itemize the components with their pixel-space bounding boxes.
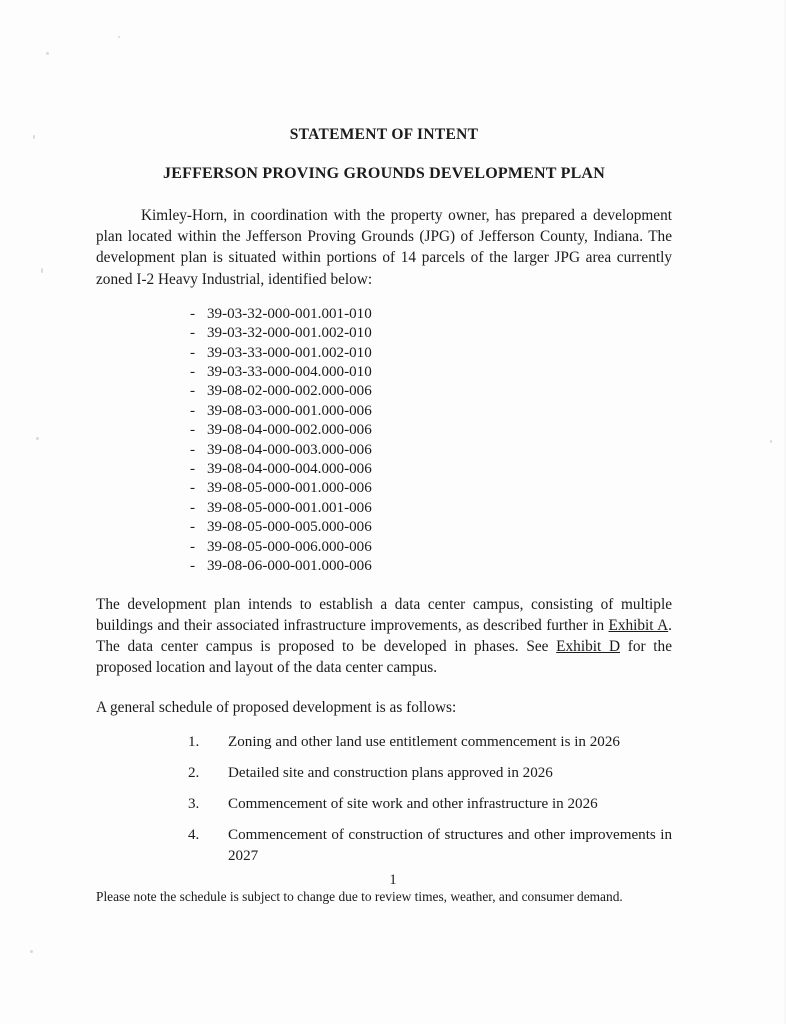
dash-bullet-icon: - xyxy=(190,402,196,419)
list-item xyxy=(96,518,672,537)
list-item xyxy=(96,363,672,382)
list-item-text: Commencement of construction of structures and other improvements in 2027 xyxy=(228,826,672,864)
dash-bullet-icon: - xyxy=(190,344,196,361)
list-item xyxy=(96,305,672,324)
development-paragraph xyxy=(96,594,672,679)
scan-speck xyxy=(46,52,49,55)
parcel-number: 39-08-05-000-001.001-006 xyxy=(207,499,372,516)
list-item-number: 2. xyxy=(188,764,200,781)
parcel-number: 39-03-33-000-001.002-010 xyxy=(207,344,372,361)
parcel-number: 39-08-05-000-006.000-006 xyxy=(207,538,372,555)
parcel-number: 39-08-05-000-001.000-006 xyxy=(207,480,372,497)
list-item xyxy=(96,499,672,518)
parcel-number: 39-08-03-000-001.000-006 xyxy=(207,402,372,419)
parcel-number: 39-08-05-000-005.000-006 xyxy=(207,519,372,536)
parcel-number-list xyxy=(96,305,672,577)
dash-bullet-icon: - xyxy=(190,305,196,322)
dash-bullet-icon: - xyxy=(190,422,196,439)
dash-bullet-icon: - xyxy=(190,383,196,400)
dash-bullet-icon: - xyxy=(190,461,196,478)
dash-bullet-icon: - xyxy=(190,499,196,516)
page-subtitle: JEFFERSON PROVING GROUNDS DEVELOPMENT PLAN xyxy=(163,165,605,182)
parcel-number: 39-03-33-000-004.000-010 xyxy=(207,364,372,381)
list-item-text: Zoning and other land use entitlement commencement is in 2026 xyxy=(228,733,620,750)
list-item xyxy=(96,344,672,363)
parcel-number: 39-08-04-000-003.000-006 xyxy=(207,441,372,458)
list-item xyxy=(96,402,672,421)
list-item xyxy=(96,825,672,867)
parcel-number: 39-08-04-000-004.000-006 xyxy=(207,461,372,478)
dash-bullet-icon: - xyxy=(190,441,196,458)
list-item xyxy=(96,479,672,498)
development-text-part3: for the proposed location and layout of the data center campus. xyxy=(96,637,672,677)
title-block xyxy=(96,126,672,183)
parcel-number: 39-08-02-000-002.000-006 xyxy=(207,383,372,400)
list-item xyxy=(96,794,672,815)
list-item xyxy=(96,732,672,753)
scan-speck xyxy=(36,437,39,440)
dash-bullet-icon: - xyxy=(190,480,196,497)
schedule-lead-in: A general schedule of proposed development is as follows: xyxy=(96,699,457,717)
schedule-list xyxy=(96,732,672,867)
scan-speck xyxy=(30,950,33,953)
document-body xyxy=(96,0,672,906)
list-item-number: 1. xyxy=(188,733,200,750)
page-title: STATEMENT OF INTENT xyxy=(289,126,479,143)
parcel-number: 39-03-32-000-001.001-010 xyxy=(207,305,372,322)
dash-bullet-icon: - xyxy=(190,519,196,536)
list-item xyxy=(96,460,672,479)
development-text-part1: The development plan intends to establish a data center campus, consisting of multiple buildings and their associated infrastructure improvements, as described further in xyxy=(96,595,672,634)
development-text-part2: . The data center campus is proposed to be developed in phases. See xyxy=(96,616,672,655)
intro-paragraph: Kimley-Horn, in coordination with the property owner, has prepared a development plan located within the Jefferson Proving Grounds (JPG) of Jefferson County, Indiana. The development plan is situated within portions of 14 parcels of the larger JPG area currently zoned I-2 Heavy Industrial, identified below: xyxy=(96,207,672,288)
list-item-text: Commencement of site work and other infrastructure in 2026 xyxy=(228,795,598,812)
parcel-number: 39-03-32-000-001.002-010 xyxy=(207,325,372,342)
scan-speck xyxy=(41,268,43,273)
list-item-number: 3. xyxy=(188,795,200,812)
scan-speck xyxy=(33,135,35,139)
list-item-number: 4. xyxy=(188,826,200,843)
scan-speck xyxy=(770,440,772,443)
dash-bullet-icon: - xyxy=(190,364,196,381)
schedule-note: Please note the schedule is subject to change due to review times, weather, and consumer demand. xyxy=(96,888,623,904)
list-item-text: Detailed site and construction plans approved in 2026 xyxy=(228,764,553,781)
parcel-number: 39-08-06-000-001.000-006 xyxy=(207,558,372,575)
list-item xyxy=(96,441,672,460)
page-number: 1 xyxy=(389,872,397,888)
dash-bullet-icon: - xyxy=(190,538,196,555)
list-item xyxy=(96,538,672,557)
dash-bullet-icon: - xyxy=(190,325,196,342)
list-item xyxy=(96,763,672,784)
list-item xyxy=(96,421,672,440)
dash-bullet-icon: - xyxy=(190,558,196,575)
list-item xyxy=(96,382,672,401)
parcel-number: 39-08-04-000-002.000-006 xyxy=(207,422,372,439)
list-item xyxy=(96,324,672,343)
list-item xyxy=(96,557,672,576)
exhibit-a-reference: Exhibit A xyxy=(608,616,669,634)
exhibit-d-reference: Exhibit D xyxy=(556,637,620,655)
